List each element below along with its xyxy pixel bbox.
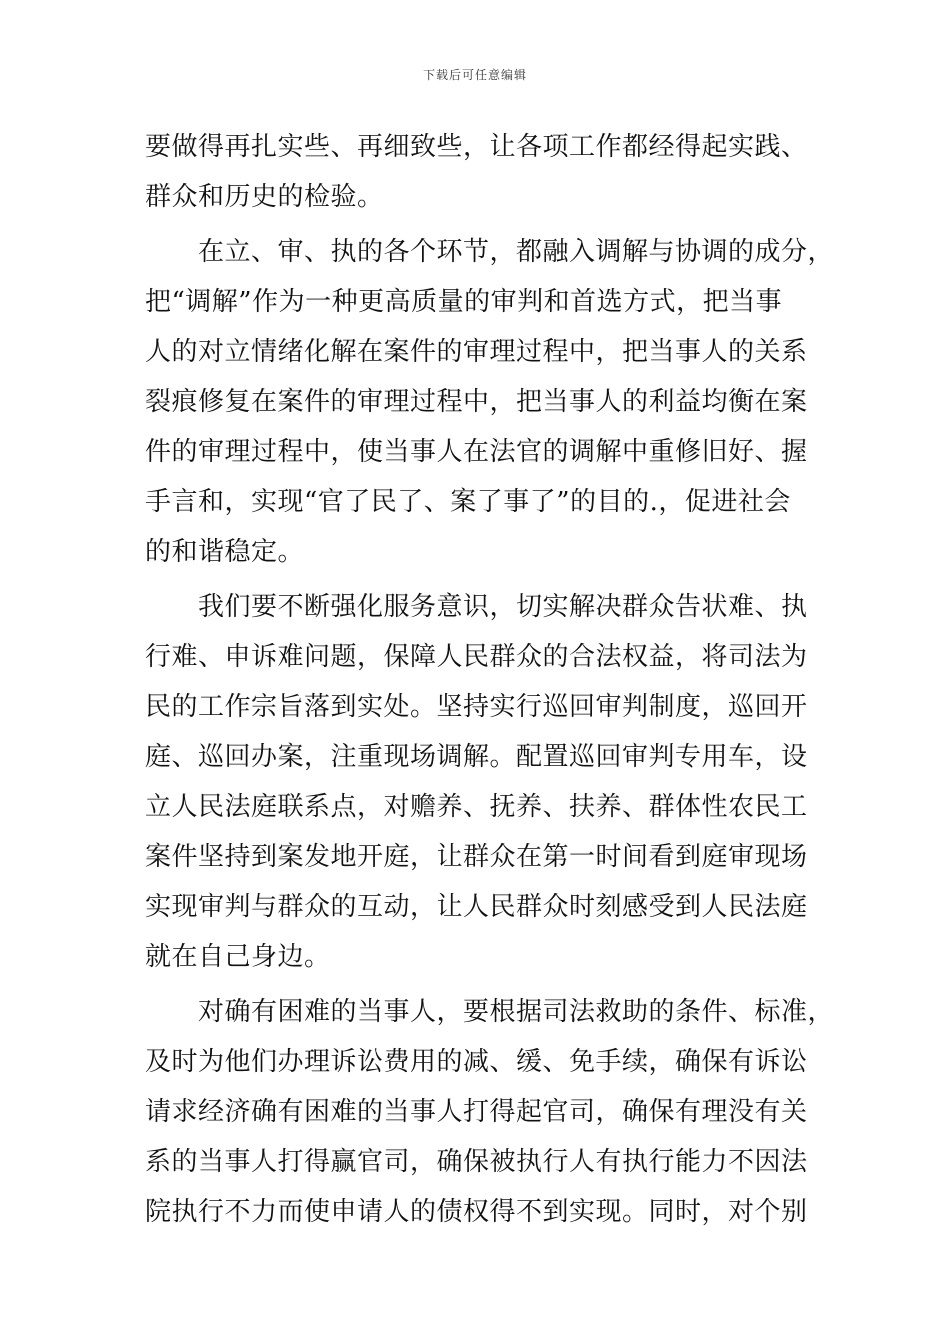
text-line: 我们要不断强化服务意识，切实解决群众告状难、执 [145, 592, 808, 622]
body-text [145, 122, 835, 1237]
text-line: 人的对立情绪化解在案件的审理过程中，把当事人的关系 [145, 337, 808, 367]
text-line: 群众和历史的检验。 [145, 182, 384, 212]
text-line: 案件坚持到案发地开庭，让群众在第一时间看到庭审现场 [145, 842, 808, 872]
text-line: 实现审判与群众的互动，让人民群众时刻感受到人民法庭 [145, 892, 808, 922]
paragraph-3 [145, 582, 835, 982]
paragraph-4 [145, 987, 835, 1237]
text-line: 把“调解”作为一种更高质量的审判和首选方式，把当事 [145, 287, 783, 317]
text-line: 行难、申诉难问题，保障人民群众的合法权益，将司法为 [145, 642, 808, 672]
text-line: 在立、审、执的各个环节，都融入调解与协调的成分， [145, 237, 835, 267]
text-line: 立人民法庭联系点，对赡养、抚养、扶养、群体性农民工 [145, 792, 808, 822]
text-line: 民的工作宗旨落到实处。坚持实行巡回审判制度，巡回开 [145, 692, 808, 722]
text-line: 裂痕修复在案件的审理过程中，把当事人的利益均衡在案 [145, 387, 808, 417]
text-line: 就在自己身边。 [145, 942, 331, 972]
text-line: 对确有困难的当事人，要根据司法救助的条件、标准， [145, 997, 835, 1027]
header-note: 下载后可任意编辑 [422, 68, 527, 82]
text-line: 及时为他们办理诉讼费用的减、缓、免手续，确保有诉讼 [145, 1047, 808, 1077]
text-line: 系的当事人打得赢官司，确保被执行人有执行能力不因法 [145, 1147, 808, 1177]
text-line: 要做得再扎实些、再细致些，让各项工作都经得起实践、 [145, 132, 808, 162]
text-line: 的和谐稳定。 [145, 537, 305, 567]
paragraph-2 [145, 227, 835, 577]
text-line: 请求经济确有困难的当事人打得起官司，确保有理没有关 [145, 1097, 808, 1127]
text-line: 院执行不力而使申请人的债权得不到实现。同时，对个别 [145, 1197, 808, 1227]
paragraph-1 [145, 122, 835, 222]
text-line: 手言和，实现“官了民了、案了事了”的目的.，促进社会 [145, 487, 791, 517]
text-line: 件的审理过程中，使当事人在法官的调解中重修旧好、握 [145, 437, 808, 467]
text-line: 庭、巡回办案，注重现场调解。配置巡回审判专用车，设 [145, 742, 808, 772]
